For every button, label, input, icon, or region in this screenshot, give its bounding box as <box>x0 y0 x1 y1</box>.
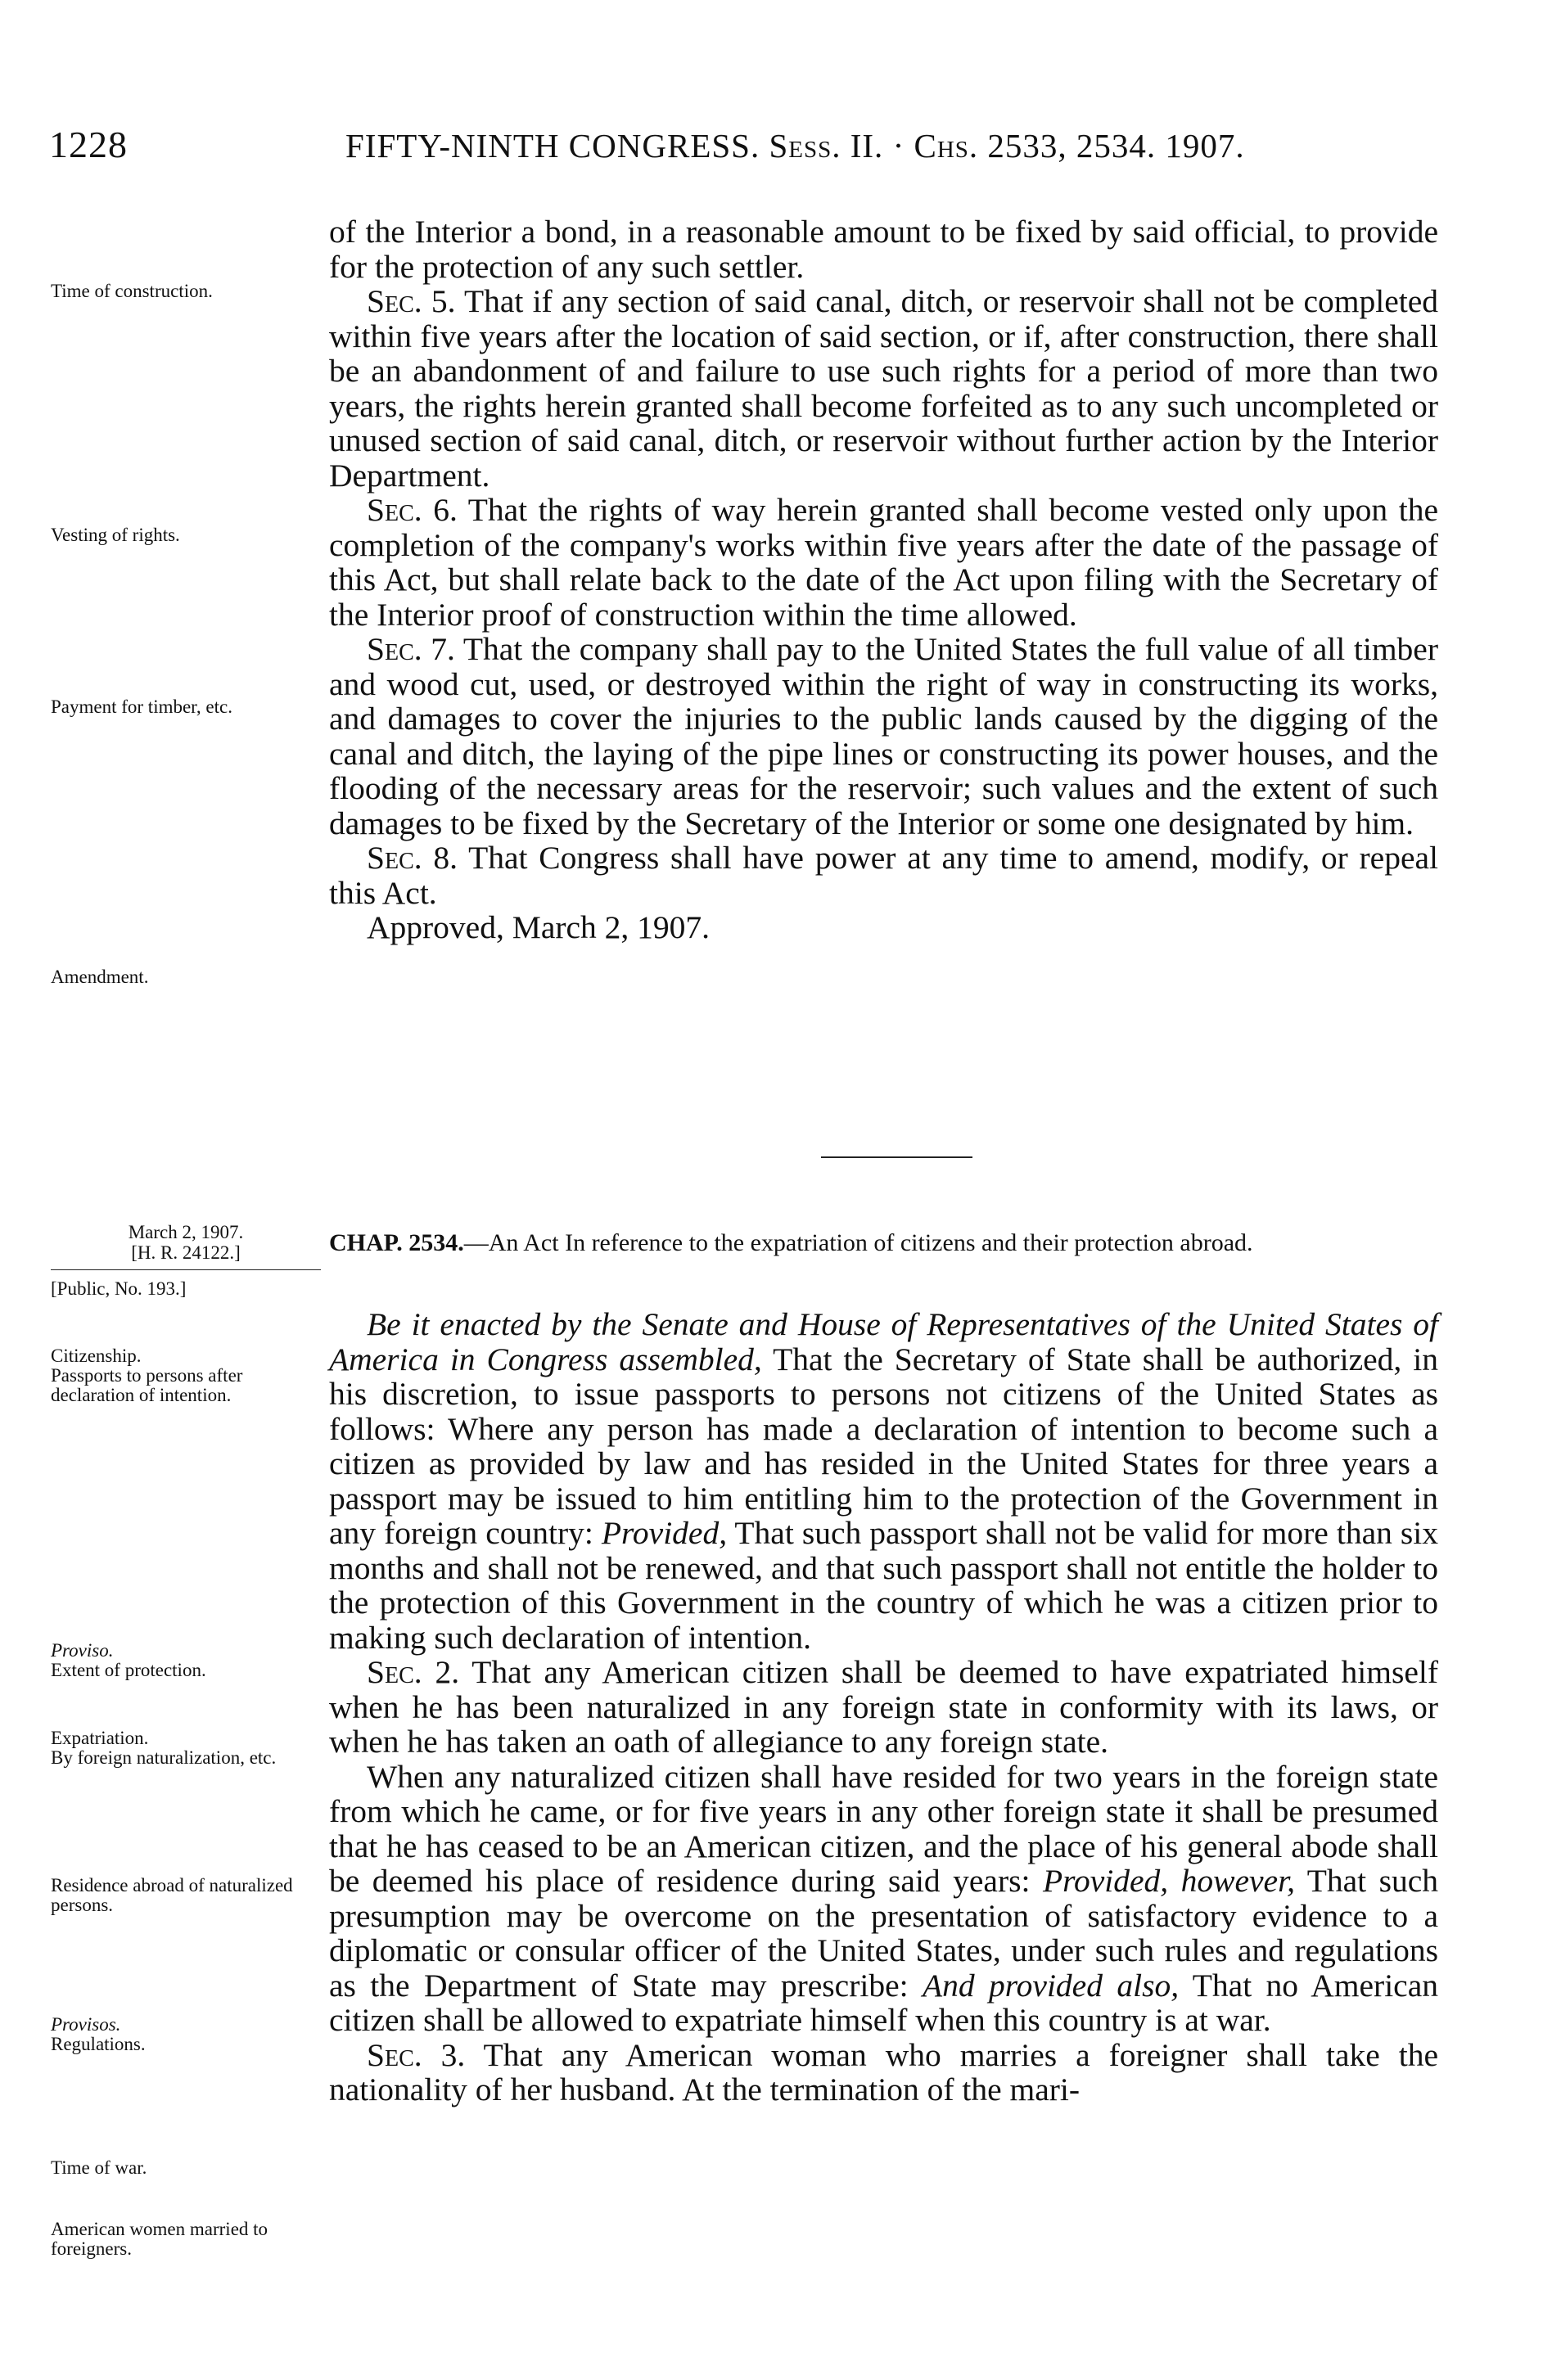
margin-note-time-of-construction: Time of construction. <box>51 281 213 301</box>
dot-separator: · <box>892 127 905 165</box>
section-6-text: That the rights of way herein granted shall become vested only upon the completion of the company's works within five years after the date of the passage of this Act, but shall relate back to the date of the Act upon filing with the Secretary of the Interior proof of construction within the time allowed. <box>329 492 1438 633</box>
margin-note-payment-for-timber: Payment for timber, etc. <box>51 696 232 717</box>
proviso-2-text: That such presumption may be overcome on the presentation of satisfactory evidence to a diplomatic or consular officer of the United States, under such rules and regulations as the Department of State may prescribe: <box>329 1863 1439 2004</box>
continuation-paragraph: of the Interior a bond, in a reasonable amount to be fixed by said official, to provide for the protection of any such settler. <box>329 214 1438 285</box>
margin-note-citizenship <box>51 1346 321 1405</box>
chapter-2534-heading <box>329 1229 1438 1257</box>
section-8-label: Sec. 8. <box>367 840 458 876</box>
page-header <box>49 123 1441 172</box>
running-title <box>345 126 1245 165</box>
margin-note-proviso: Proviso. <box>51 1640 114 1661</box>
margin-note-vesting-of-rights: Vesting of rights. <box>51 525 180 545</box>
year-label: 1907. <box>1165 127 1245 165</box>
congress-title: FIFTY-NINTH CONGRESS. <box>345 127 760 165</box>
section-3-text: That any American woman who marries a foreigner shall take the nationality of her husband. At the termination of the mari- <box>329 2036 1438 2107</box>
section-8-text: That Congress shall have power at any time to amend, modify, or repeal this Act. <box>329 840 1438 911</box>
chapters-label: Chs. 2533, 2534. <box>914 127 1157 165</box>
proviso-1-label: Provided, <box>601 1515 728 1551</box>
margin-note-citizenship-title: Citizenship. <box>51 1346 142 1366</box>
chapter-2534-margin-head <box>51 1222 321 1299</box>
enacting-clause: Be it enacted by the Senate and House of Representatives of the United States of America in Congress assembled, <box>329 1306 1438 1377</box>
section-2 <box>329 1655 1438 1760</box>
margin-note-amendment: Amendment. <box>51 967 149 987</box>
proviso-3-text: That no American citizen shall be allowed to expatriate himself when this country is at war. <box>329 1967 1438 2038</box>
section-3-label: Sec. 3. <box>367 2036 466 2073</box>
section-8 <box>329 841 1438 910</box>
margin-note-regulations: Regulations. <box>51 2034 146 2054</box>
margin-note-proviso-extent <box>51 1641 321 1680</box>
residence-paragraph <box>329 1760 1438 2038</box>
chapter-number: CHAP. 2534. <box>329 1229 464 1256</box>
section-7-text: That the company shall pay to the United States the full value of all timber and wood cut, used, or destroyed within the right of way in constructing its works, and damages to cover the injuries to the public lands caused by the digging of the canal and ditch, the laying of the pipe lines or constructing its power houses, and the flooding of the necessary areas for the reservoir; such values and the extent of such damages to be fixed by the Secretary of the Interior or some one designated by him. <box>329 631 1438 841</box>
section-6-label: Sec. 6. <box>367 492 458 528</box>
proviso-1-text: That such passport shall not be valid for more than six months and shall not be renewed, and that such passport shall not entitle the holder to the protection of this Government in the country of which he was a citizen prior to making such declaration of intention. <box>329 1515 1438 1656</box>
margin-note-expatriation-title: Expatriation. <box>51 1728 149 1748</box>
public-law-number: [Public, No. 193.] <box>51 1269 321 1299</box>
section-5 <box>329 284 1438 493</box>
section-7 <box>329 632 1438 841</box>
margin-note-extent: Extent of protection. <box>51 1660 206 1680</box>
section-3 <box>329 2038 1438 2107</box>
page-number: 1228 <box>49 124 128 165</box>
residence-text: When any naturalized citizen shall have resided for two years in the foreign state from which he came, or for five years in any other foreign state it shall be presumed that he has ceased to be an American citizen, and the place of his general abode shall be deemed his place of residence during said years: <box>329 1758 1438 1899</box>
session-label: Sess. II. <box>769 127 884 165</box>
section-2-text: That any American citizen shall be deemed to have expatriated himself when he has been naturalized in any foreign state in conformity with its laws, or when he has taken an oath of allegiance to any foreign state. <box>329 1654 1438 1760</box>
approved-line: Approved, March 2, 1907. <box>367 909 711 945</box>
section-7-label: Sec. 7. <box>367 631 455 667</box>
margin-note-american-women: American women married to foreigners. <box>51 2219 268 2259</box>
margin-note-time-of-war: Time of war. <box>51 2157 147 2178</box>
section-1 <box>329 1307 1438 1655</box>
section-1-text: That the Secretary of State shall be authorized, in his discretion, to issue passports to persons not citizens of the United States as follows: Where any person has made a declaration of intention to become such a citizen as provided by law and has resided in the United States for three years a passport may be issued to him entitling him to the protection of the Government in any foreign country: <box>329 1341 1438 1551</box>
section-2-label: Sec. 2. <box>367 1654 460 1690</box>
margin-note-by-foreign: By foreign naturalization, etc. <box>51 1747 277 1768</box>
margin-note-expatriation <box>51 1729 321 1768</box>
section-6 <box>329 493 1438 632</box>
section-5-text: That if any section of said canal, ditch, or reservoir shall not be completed within five years after the location of said section, or if, after construction, there shall be an abandonment of and failure to use such rights for a period of more than two years, the rights herein granted shall become forfeited as to any such uncompleted or unused section of said canal, ditch, or reservoir without further action by the Interior Department. <box>329 283 1438 494</box>
chapter-2533-text <box>329 214 1438 945</box>
chapter-divider-rule <box>821 1156 972 1158</box>
section-5-label: Sec. 5. <box>367 283 456 319</box>
proviso-2-label: Provided, however, <box>1042 1863 1295 1899</box>
approval-date: March 2, 1907. <box>128 1222 244 1242</box>
chapter-2534-text <box>329 1307 1438 2107</box>
proviso-3-label: And provided also, <box>923 1967 1180 2004</box>
margin-note-residence-abroad: Residence abroad of naturalized persons. <box>51 1875 293 1915</box>
margin-note-provisos-regulations <box>51 2015 321 2054</box>
margin-note-provisos: Provisos. <box>51 2014 121 2035</box>
chapter-title: —An Act In reference to the expatriation of citizens and their protection abroad. <box>463 1229 1253 1256</box>
margin-note-passports: Passports to persons after declaration of intention. <box>51 1365 243 1405</box>
bill-number: [H. R. 24122.] <box>131 1242 241 1263</box>
